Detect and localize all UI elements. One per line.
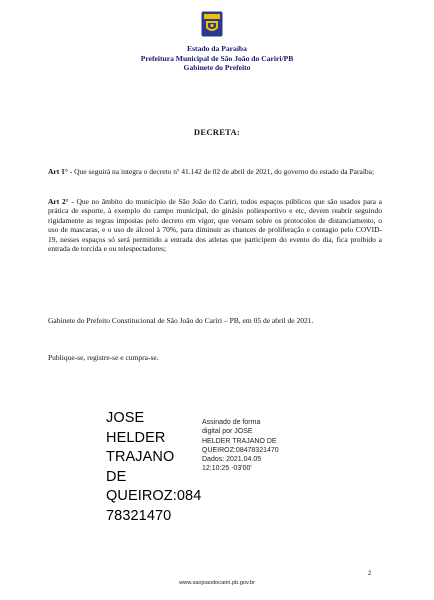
publish-statement: Publique-se, registre-se e cumpra-se. <box>48 353 159 362</box>
article-2 <box>48 197 382 253</box>
signature-name <box>106 409 202 526</box>
signature-details <box>202 418 310 474</box>
header-state: Estado da Paraíba <box>187 44 247 53</box>
closing-statement: Gabinete do Prefeito Constitucional de São João do Cariri – PB, em 05 de abril de 2021. <box>48 316 314 325</box>
article-2-label: Art 2° - <box>48 197 74 206</box>
signature-name-line: JOSE HELDER <box>106 410 166 446</box>
signature-name-line: 78321470 <box>106 507 172 524</box>
header-municipality: Prefeitura Municipal de São João do Cariri/PB <box>140 53 294 63</box>
header-office: Gabinete do Prefeito <box>183 63 251 73</box>
signature-detail-line: Assinado de forma <box>202 419 261 426</box>
article-1-text: Que seguirá na integra o decreto nº 41.142 de 02 de abril de 2021, do governo do estado da Paraíba; <box>72 167 375 176</box>
page-number: 2 <box>368 571 372 577</box>
document-header <box>0 44 434 73</box>
signature-name-line: TRAJANO DE <box>106 449 175 485</box>
article-2-text: Que no âmbito do município de São João do Cariri, todos espaços públicos que são usados para a prática de esporte, à exemplo do campo municipal, do ginásio poliesportivo e etc, devem reabrir seguindo rigidamente as regras impostas pelo decreto em vigor, que versam sobre os protocolos de distanciamento, o uso de mascaras, e o uso de álcool à 70%, para diminuir as chances de proliferação e contagio pelo COVID-19, nesses espaços só será permitido a entrada dos atletas que participem do evento do dia, fica proibido a entrada de torcida e ou telespectadores; <box>48 197 382 254</box>
signature-detail-line: digital por JOSE <box>202 428 253 436</box>
article-1-label: Art 1° - <box>48 167 73 176</box>
decree-title: DECRETA: <box>193 127 241 137</box>
signature-detail-line: Dados: 2021.04.05 <box>202 456 262 464</box>
signature-detail-line: 12:10:25 -03'00' <box>202 465 252 473</box>
article-1 <box>48 167 382 176</box>
signature-detail-line: HELDER TRAJANO DE <box>202 437 277 445</box>
signature-name-line: QUEIROZ:084 <box>106 488 202 504</box>
municipal-crest-icon <box>201 11 223 37</box>
footer-url: www.saojoaodocariri.pb.gov.br <box>179 580 255 586</box>
signature-detail-line: QUEIROZ:08478321470 <box>202 446 279 454</box>
